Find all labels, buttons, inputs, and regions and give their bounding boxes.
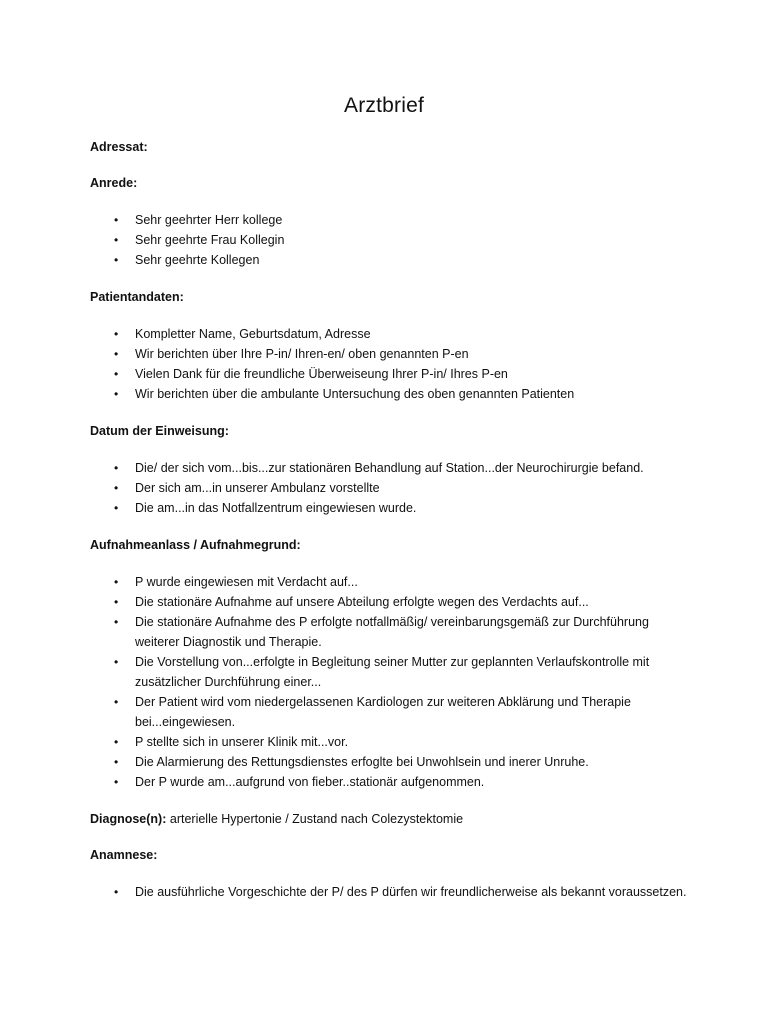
list-item-text: Wir berichten über die ambulante Untersuchung des oben genannten Patienten (135, 387, 575, 401)
bullet-icon: • (114, 735, 119, 749)
bullet-icon: • (114, 595, 119, 609)
list-aufnahmeanlass (90, 572, 690, 792)
list-item (90, 324, 690, 344)
list-patientendaten (90, 324, 690, 404)
list-item-text: Sehr geehrter Herr kollege (135, 213, 283, 227)
bullet-icon: • (114, 347, 119, 361)
heading-patientendaten: Patientandaten: (90, 290, 184, 304)
heading-aufnahmeanlass: Aufnahmeanlass / Aufnahmegrund: (90, 538, 301, 552)
bullet-icon: • (114, 461, 119, 475)
list-item (90, 572, 690, 592)
list-item-text: P wurde eingewiesen mit Verdacht auf... (135, 575, 358, 589)
heading-diagnose (90, 810, 690, 828)
diagnose-label: Diagnose(n): (90, 812, 167, 826)
bullet-icon: • (114, 501, 119, 515)
list-item (90, 478, 690, 498)
bullet-icon: • (114, 755, 119, 769)
bullet-icon: • (114, 481, 119, 495)
list-item-text: Sehr geehrte Frau Kollegin (135, 233, 285, 247)
diagnose-value: arterielle Hypertonie / Zustand nach Colezystektomie (166, 812, 464, 826)
list-item-text: Der P wurde am...aufgrund von fieber..stationär aufgenommen. (135, 775, 485, 789)
list-item (90, 772, 690, 792)
bullet-icon: • (114, 575, 119, 589)
list-item (90, 752, 690, 772)
bullet-icon: • (114, 885, 119, 899)
list-item-text: Die Alarmierung des Rettungsdienstes erfoglte bei Unwohlsein und inerer Unruhe. (135, 755, 589, 769)
bullet-icon: • (114, 615, 119, 629)
list-item-text: Die Vorstellung von...erfolgte in Begleitung seiner Mutter zur geplannten Verlaufskontrolle mit zusätzlicher Durchführung einer... (135, 655, 650, 689)
document-title: Arztbrief (344, 94, 424, 117)
list-item (90, 692, 690, 732)
bullet-icon: • (114, 695, 119, 709)
list-item-text: Die am...in das Notfallzentrum eingewiesen wurde. (135, 501, 417, 515)
list-item (90, 384, 690, 404)
list-item (90, 210, 690, 230)
document-body (90, 138, 690, 920)
bullet-icon: • (114, 367, 119, 381)
heading-anrede: Anrede: (90, 176, 138, 190)
list-item-text: Der sich am...in unserer Ambulanz vorstellte (135, 481, 380, 495)
list-item-text: Kompletter Name, Geburtsdatum, Adresse (135, 327, 371, 341)
bullet-icon: • (114, 213, 119, 227)
list-item-text: P stellte sich in unserer Klinik mit...vor. (135, 735, 349, 749)
list-item (90, 498, 690, 518)
bullet-icon: • (114, 655, 119, 669)
list-item-text: Vielen Dank für die freundliche Überweiseung Ihrer P-in/ Ihres P-en (135, 367, 508, 381)
list-item (90, 612, 690, 652)
list-anrede (90, 210, 690, 270)
list-datum-einweisung (90, 458, 690, 518)
list-item-text: Die stationäre Aufnahme des P erfolgte notfallmäßig/ vereinbarungsgemäß zur Durchführung weiterer Diagnostik und Therapie. (135, 615, 649, 649)
bullet-icon: • (114, 233, 119, 247)
list-item-text: Der Patient wird vom niedergelassenen Kardiologen zur weiteren Abklärung und Therapie bei...eingewiesen. (135, 695, 631, 729)
list-item (90, 364, 690, 384)
list-item (90, 250, 690, 270)
list-item (90, 344, 690, 364)
list-item (90, 230, 690, 250)
list-item (90, 652, 690, 692)
heading-adressat: Adressat: (90, 140, 148, 154)
heading-anamnese: Anamnese: (90, 848, 158, 862)
list-item-text: Sehr geehrte Kollegen (135, 253, 260, 267)
bullet-icon: • (114, 253, 119, 267)
bullet-icon: • (114, 387, 119, 401)
list-anamnese (90, 882, 690, 902)
list-item (90, 732, 690, 752)
list-item (90, 592, 690, 612)
list-item (90, 458, 690, 478)
list-item-text: Wir berichten über Ihre P-in/ Ihren-en/ oben genannten P-en (135, 347, 469, 361)
list-item-text: Die/ der sich vom...bis...zur stationären Behandlung auf Station...der Neurochirurgie befand. (135, 461, 644, 475)
bullet-icon: • (114, 327, 119, 341)
list-item-text: Die ausführliche Vorgeschichte der P/ des P dürfen wir freundlicherweise als bekannt voraussetzen. (135, 885, 687, 899)
list-item (90, 882, 690, 902)
list-item-text: Die stationäre Aufnahme auf unsere Abteilung erfolgte wegen des Verdachts auf... (135, 595, 589, 609)
heading-datum-einweisung: Datum der Einweisung: (90, 424, 229, 438)
bullet-icon: • (114, 775, 119, 789)
